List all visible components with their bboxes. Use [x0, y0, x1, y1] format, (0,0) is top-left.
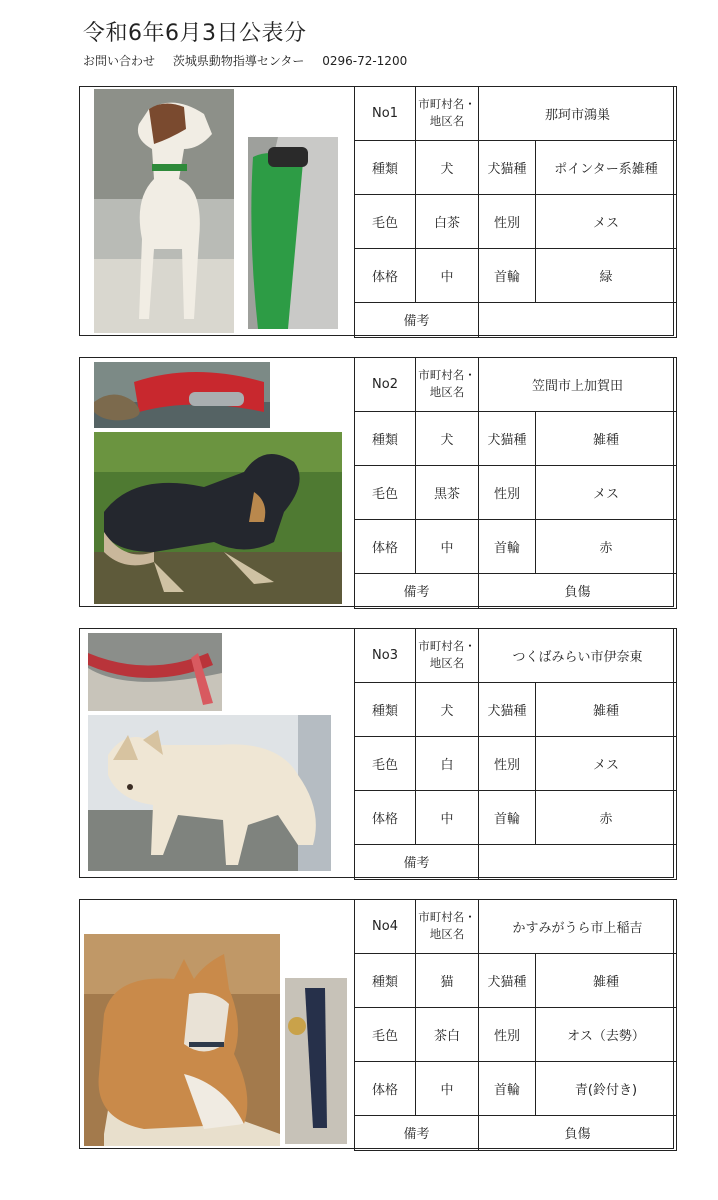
sex-label: 性別: [479, 1007, 536, 1061]
sex-value: メス: [536, 465, 677, 519]
sex-label: 性別: [479, 736, 536, 790]
info-table-4: [354, 899, 677, 1151]
animal-card-3: [79, 628, 674, 878]
species-label: 種類: [355, 682, 416, 736]
species-label: 種類: [355, 140, 416, 194]
collar-photo: [285, 978, 347, 1144]
contact-info: [83, 52, 421, 69]
breed-label: 犬猫種: [479, 953, 536, 1007]
color-value: 白茶: [416, 194, 479, 248]
area-value: 那珂市鴻巣: [479, 86, 677, 140]
animal-card-1: [79, 86, 674, 336]
area-label: 市町村名・地区名: [416, 86, 479, 140]
contact-label: お問い合わせ: [83, 54, 156, 68]
photo-area-1: [80, 87, 354, 335]
area-label: 市町村名・地区名: [416, 899, 479, 953]
entry-no: No3: [355, 628, 416, 682]
remarks-label: 備考: [355, 1115, 479, 1150]
entry-no: No1: [355, 86, 416, 140]
color-label: 毛色: [355, 194, 416, 248]
size-label: 体格: [355, 1061, 416, 1115]
dog-photo: [94, 89, 234, 333]
species-value: 犬: [416, 140, 479, 194]
photo-area-2: [80, 358, 354, 606]
collar-value: 赤: [536, 790, 677, 844]
dog-photo: [94, 432, 342, 604]
color-value: 白: [416, 736, 479, 790]
color-label: 毛色: [355, 736, 416, 790]
breed-value: 雑種: [536, 411, 677, 465]
sex-value: メス: [536, 736, 677, 790]
collar-value: 青(鈴付き): [536, 1061, 677, 1115]
collar-value: 赤: [536, 519, 677, 573]
color-label: 毛色: [355, 1007, 416, 1061]
species-label: 種類: [355, 411, 416, 465]
breed-label: 犬猫種: [479, 140, 536, 194]
photo-area-3: [80, 629, 354, 877]
breed-value: ポインター系雑種: [536, 140, 677, 194]
collar-photo: [248, 137, 338, 329]
remarks-value: [479, 302, 677, 337]
cat-photo: [84, 934, 280, 1146]
species-value: 猫: [416, 953, 479, 1007]
remarks-value: 負傷: [479, 1115, 677, 1150]
color-label: 毛色: [355, 465, 416, 519]
area-value: 笠間市上加賀田: [479, 357, 677, 411]
color-value: 黒茶: [416, 465, 479, 519]
remarks-value: 負傷: [479, 573, 677, 608]
species-value: 犬: [416, 411, 479, 465]
remarks-label: 備考: [355, 844, 479, 879]
collar-label: 首輪: [479, 248, 536, 302]
species-label: 種類: [355, 953, 416, 1007]
size-label: 体格: [355, 790, 416, 844]
size-value: 中: [416, 790, 479, 844]
info-table-2: [354, 357, 677, 609]
area-label: 市町村名・地区名: [416, 628, 479, 682]
collar-label: 首輪: [479, 519, 536, 573]
sex-label: 性別: [479, 465, 536, 519]
area-label: 市町村名・地区名: [416, 357, 479, 411]
collar-photo: [88, 633, 222, 711]
size-value: 中: [416, 519, 479, 573]
entry-no: No4: [355, 899, 416, 953]
contact-phone: 0296-72-1200: [322, 54, 408, 68]
size-value: 中: [416, 1061, 479, 1115]
area-value: つくばみらい市伊奈東: [479, 628, 677, 682]
size-value: 中: [416, 248, 479, 302]
sex-value: メス: [536, 194, 677, 248]
remarks-label: 備考: [355, 573, 479, 608]
info-table-1: [354, 86, 677, 338]
sex-label: 性別: [479, 194, 536, 248]
collar-label: 首輪: [479, 1061, 536, 1115]
breed-label: 犬猫種: [479, 411, 536, 465]
info-table-3: [354, 628, 677, 880]
animal-card-2: [79, 357, 674, 607]
size-label: 体格: [355, 519, 416, 573]
size-label: 体格: [355, 248, 416, 302]
photo-area-4: [80, 900, 354, 1148]
color-value: 茶白: [416, 1007, 479, 1061]
animal-card-4: [79, 899, 674, 1149]
remarks-value: [479, 844, 677, 879]
breed-value: 雑種: [536, 953, 677, 1007]
species-value: 犬: [416, 682, 479, 736]
sex-value: オス（去勢）: [536, 1007, 677, 1061]
collar-label: 首輪: [479, 790, 536, 844]
collar-value: 緑: [536, 248, 677, 302]
breed-label: 犬猫種: [479, 682, 536, 736]
contact-org: 茨城県動物指導センター: [172, 54, 305, 68]
collar-photo: [94, 362, 270, 428]
page-title: 令和6年6月3日公表分: [83, 21, 307, 46]
remarks-label: 備考: [355, 302, 479, 337]
area-value: かすみがうら市上稲吉: [479, 899, 677, 953]
entry-no: No2: [355, 357, 416, 411]
breed-value: 雑種: [536, 682, 677, 736]
dog-photo: [88, 715, 331, 871]
